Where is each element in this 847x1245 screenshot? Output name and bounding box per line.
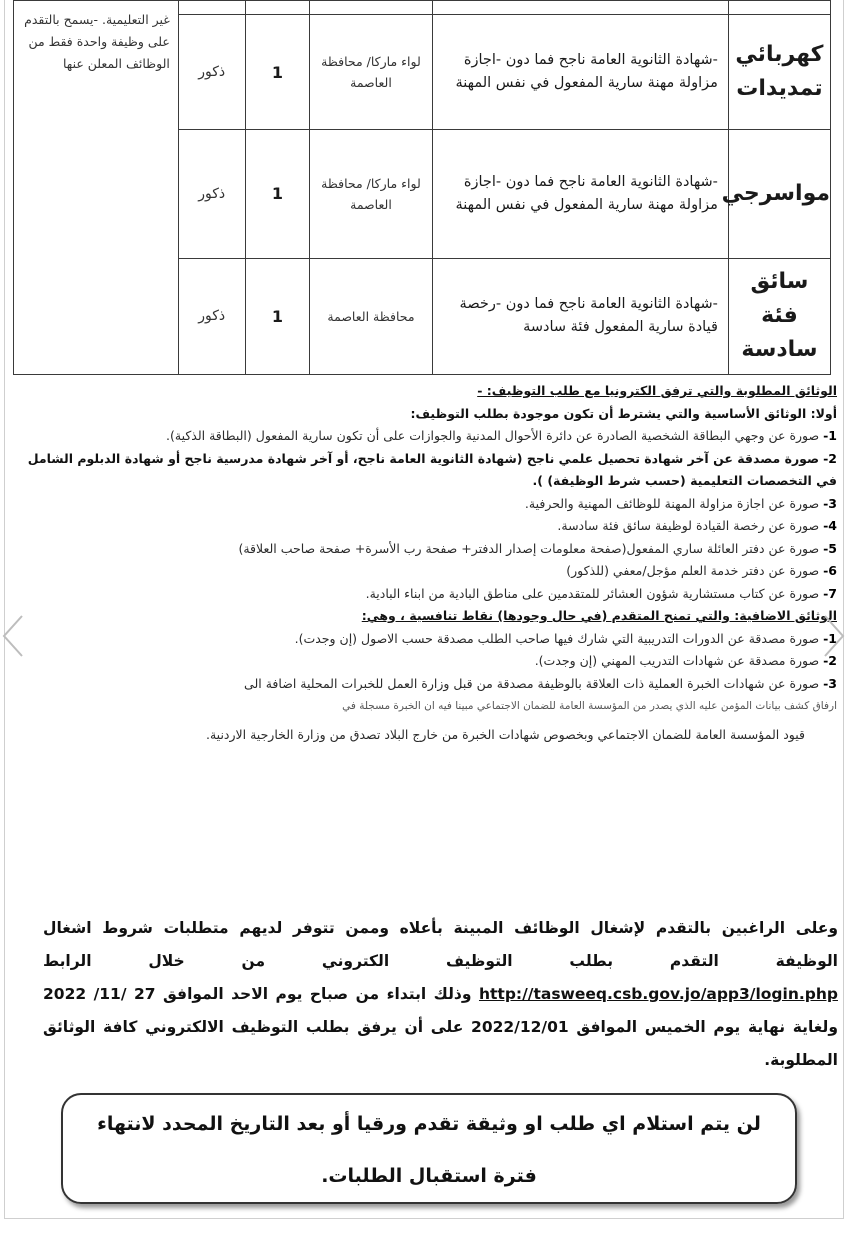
list-item: 5- صورة عن دفتر العائلة ساري المفعول(صفحة معلومات إصدار الدفتر+ صفحة رب الأسرة+ صفحة صاحب العلاقة)	[238, 540, 837, 556]
basic-documents-heading: أولا: الوثائق الأساسية والتي يشترط أن تكون موجودة بطلب التوظيف:	[410, 405, 837, 421]
list-item: 1- صورة مصدقة عن الدورات التدريبية التي شارك فيها صاحب الطلب مصدقة حسب الاصول (إن وجدت).	[294, 630, 837, 646]
list-item-continuation: ارفاق كشف بيانات المؤمن عليه الذي يصدر من المؤسسة العامة للضمان الاجتماعي مبينا فيه ان الخبرة مسجلة في	[342, 700, 837, 712]
notice-text: لن يتم استلام اي طلب او وثيقة تقدم ورقيا أو بعد التاريخ المحدد لانتهاء فترة استقبال الطلبات.	[97, 1113, 761, 1187]
job-qualification: -شهادة الثانوية العامة ناجح فما دون -رخصة قيادة سارية المفعول فئة سادسة	[432, 258, 728, 374]
list-item: 3- صورة عن اجازة مزاولة المهنة للوظائف المهنية والحرفية.	[524, 495, 837, 511]
list-item: 7- صورة عن كتاب مستشارية شؤون العشائر للمتقدمين على مناطق البادية من ابناء البادية.	[365, 585, 837, 601]
job-title: سائق فئة سادسة	[728, 258, 830, 374]
job-gender: ذكور	[178, 130, 245, 258]
application-link[interactable]: http://tasweeq.csb.gov.jo/app3/login.php	[478, 985, 838, 1003]
job-title: مواسرجي	[728, 130, 830, 258]
extra-documents-heading: الوثائق الاضافية: والتي تمنح المتقدم (في حال وجودها) نقاط تنافسية ، وهي:	[361, 608, 837, 623]
next-page-arrow-icon[interactable]	[821, 612, 847, 660]
job-gender: ذكور	[178, 258, 245, 374]
job-title: كهربائي تمديدات	[728, 15, 830, 130]
list-item: 2- صورة مصدقة عن آخر شهادة تحصيل علمي ناجح (شهادة الثانوية العامة ناجح، أو آخر شهادة مدرسية ناجح أو شهادة الدبلوم الشامل في التخصصات التعليمية (حسب شرط الوظيفة) ).	[27, 450, 837, 488]
job-qualification: -شهادة الثانوية العامة ناجح فما دون -اجازة مزاولة مهنة سارية المفعول في نفس المهنة	[432, 130, 728, 258]
job-qualification: -شهادة الثانوية العامة ناجح فما دون -اجازة مزاولة مهنة سارية المفعول في نفس المهنة	[432, 15, 728, 130]
job-location: لواء ماركا/ محافظة العاصمة	[310, 15, 432, 130]
documents-heading: الوثائق المطلوبة والتي ترفق الكترونيا مع طلب التوظيف: -	[477, 383, 837, 398]
job-count: 1	[245, 130, 310, 258]
list-item: 3- صورة عن شهادات الخبرة العملية ذات العلاقة بالوظيفة مصدقة من قبل وزارة العمل للخبرات المحلية اضافة الى	[244, 675, 837, 691]
job-location: لواء ماركا/ محافظة العاصمة	[310, 130, 432, 258]
application-instructions: وعلى الراغبين بالتقدم لإشغال الوظائف المبينة بأعلاه وممن تتوفر لديهم متطلبات شروط اشغال الوظيفة التقدم بطلب التوظيف الكتروني من خلال الرابط http://tasweeq.csb.gov.jo/app3/login.php وذلك ابتداء من صباح يوم الاحد الموافق 27 /11/ 2022 ولغاية نهاية يوم الخميس الموافق 2022/12/01 على أن يرفق بطلب التوظيف الالكتروني كافة الوثائق المطلوبة.	[43, 919, 838, 1069]
list-item: 2- صورة مصدقة عن شهادات التدريب المهني (إن وجدت).	[534, 653, 837, 668]
list-item: 1- صورة عن وجهي البطاقة الشخصية الصادرة عن دائرة الأحوال المدنية والجوازات على أن تكون سارية المفعول (البطاقة الذكية).	[166, 428, 837, 443]
notes-cell: غير التعليمية. -يسمح بالتقدم على وظيفة واحدة فقط من الوظائف المعلن عنها	[14, 1, 179, 375]
list-item: 6- صورة عن دفتر خدمة العلم مؤجل/معفي (للذكور)	[566, 563, 837, 578]
list-item: 4- صورة عن رخصة القيادة لوظيفة سائق فئة سادسة.	[557, 518, 837, 533]
document-page	[4, 0, 844, 1219]
notice-box	[61, 1093, 797, 1204]
job-location: محافظة العاصمة	[310, 258, 432, 374]
job-gender: ذكور	[178, 15, 245, 130]
job-count: 1	[245, 15, 310, 130]
previous-page-arrow-icon[interactable]	[0, 612, 26, 660]
jobs-table	[13, 0, 831, 375]
list-item-continuation: قيود المؤسسة العامة للضمان الاجتماعي وبخصوص شهادات الخبرة من خارج البلاد تصدق من وزارة الخارجية الاردنية.	[206, 726, 805, 742]
table-top-row	[14, 1, 831, 15]
job-count: 1	[245, 258, 310, 374]
required-documents	[9, 380, 837, 746]
